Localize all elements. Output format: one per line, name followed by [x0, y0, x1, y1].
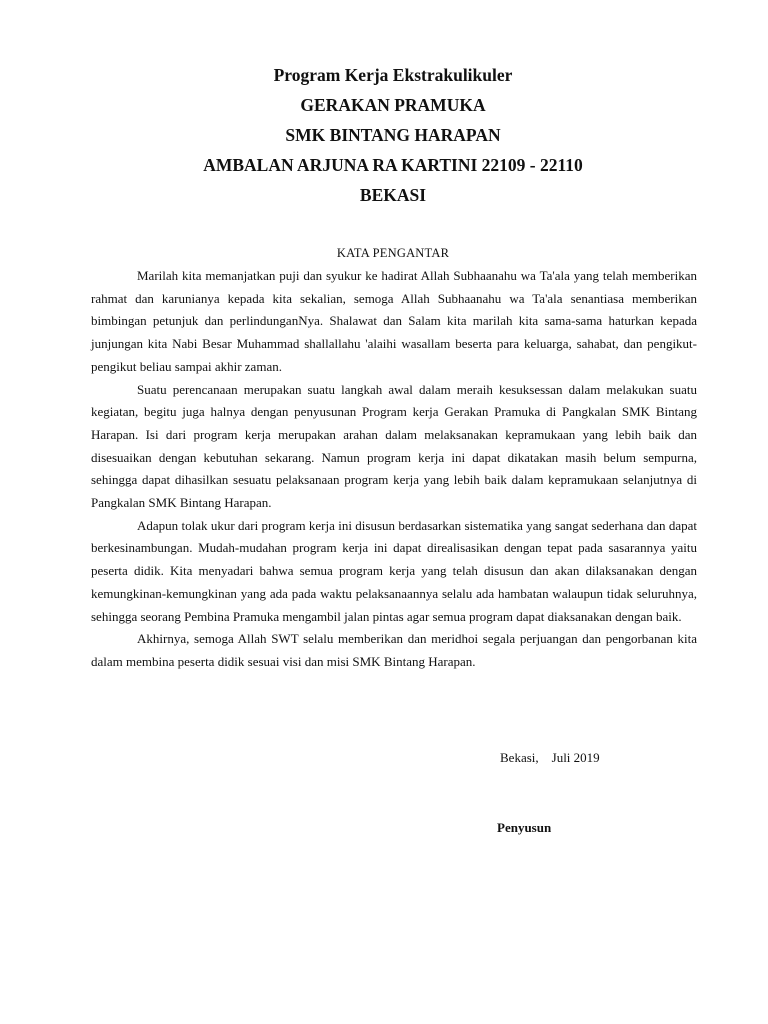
- document-body: [91, 265, 697, 674]
- title-line-school: SMK BINTANG HARAPAN: [285, 125, 501, 145]
- paragraph-1: Marilah kita memanjatkan puji dan syukur ke hadirat Allah Subhaanahu wa Ta'ala yang telah memberikan rahmat dan karunianya kepada kita sekalian, semoga Allah Subhaanahu wa Ta'ala senantiasa memberikan bimbingan petunjuk dan perlindunganNya. Shalawat dan Salam kita marilah kita sama-sama haturkan kepada junjungan kita Nabi Besar Muhammad shallallahu 'alaihi wasallam beserta para keluarga, sahabat, dan pengikut-pengikut beliau sampai akhir zaman.: [91, 268, 697, 374]
- title-line-ambalan: AMBALAN ARJUNA RA KARTINI 22109 - 22110: [203, 155, 583, 175]
- title-line-city: BEKASI: [359, 185, 427, 205]
- section-heading: KATA PENGANTAR: [336, 246, 450, 260]
- paragraph-2: Suatu perencanaan merupakan suatu langkah awal dalam meraih kesuksessan dalam melakukan suatu kegiatan, begitu juga halnya dengan penyusunan Program kerja Gerakan Pramuka di Pangkalan SMK Bintang Harapan. Isi dari program kerja merupakan arahan dalam melaksanakan kepramukaan yang lebih baik dan disesuaikan dengan kebutuhan sekarang. Namun program kerja ini dapat dikatakan masih belum sempurna, sehingga dapat dihasilkan sesuatu pelaksanaan program kerja yang lebih baik dalam kepramukaan selanjutnya di Pangkalan SMK Bintang Harapan.: [91, 381, 697, 511]
- title-line-program: Program Kerja Ekstrakulikuler: [273, 65, 513, 85]
- title-line-organization: GERAKAN PRAMUKA: [300, 95, 486, 115]
- place-date: Bekasi, Juli 2019: [500, 750, 600, 765]
- signer-label: Penyusun: [497, 820, 552, 835]
- paragraph-3: Adapun tolak ukur dari program kerja ini disusun berdasarkan sistematika yang sangat sederhana dan dapat berkesinambungan. Mudah-mudahan program kerja ini dapat direalisasikan dengan tepat pada sasarannya yaitu peserta didik. Kita menyadari bahwa semua program kerja yang telah disusun dan akan dilaksanakan dengan kemungkinan-kemungkinan yang ada pada waktu pelaksanaannya selalu ada hambatan walaupun tidak seluruhnya, sehingga seorang Pembina Pramuka mengambil jalan pintas agar semua program dapat diaksanakan dengan baik.: [91, 517, 697, 624]
- paragraph-4: Akhirnya, semoga Allah SWT selalu memberikan dan meridhoi segala perjuangan dan pengorbanan kita dalam membina peserta didik sesuai visi dan misi SMK Bintang Harapan.: [91, 631, 697, 669]
- document-title-block: [0, 60, 768, 210]
